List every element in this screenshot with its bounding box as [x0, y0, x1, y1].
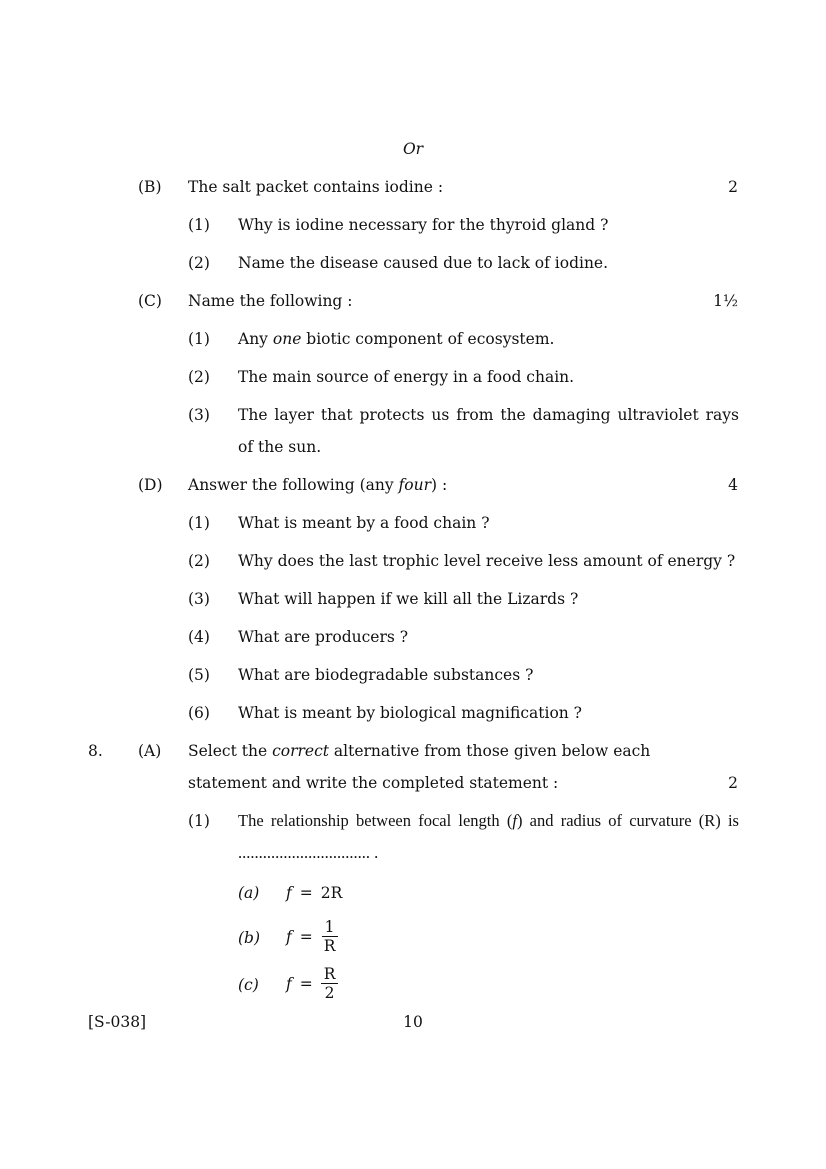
text-part: ) : [431, 476, 448, 494]
part-c-item-1-num: (1) [188, 330, 210, 348]
fraction-numerator: 1 [322, 918, 338, 937]
variable-f: f [286, 974, 292, 993]
text-part: Answer the following (any [188, 476, 399, 494]
text-part: biotic component of ecosystem. [301, 330, 555, 348]
option-a-equation [286, 883, 342, 903]
part-b-item-2-num: (2) [188, 254, 210, 272]
part-d-item-3-text: What will happen if we kill all the Lizards ? [238, 590, 579, 608]
emphasis-text: correct [272, 742, 329, 760]
part-c-item-3-num: (3) [188, 406, 210, 424]
part-c-marks: 1½ [713, 292, 738, 310]
variable-f: f [286, 927, 292, 946]
option-b-equation [286, 918, 338, 955]
part-d-item-1-num: (1) [188, 514, 210, 532]
part-d-item-1-text: What is meant by a food chain ? [238, 514, 490, 532]
text-part: Any [238, 330, 273, 348]
fraction [321, 918, 339, 955]
part-d-item-5-text: What are biodegradable substances ? [238, 666, 534, 684]
paper-code: [S-038] [88, 1013, 147, 1031]
variable-f: f [286, 884, 292, 902]
part-b-marks: 2 [728, 178, 738, 196]
part-b-item-2-text: Name the disease caused due to lack of iodine. [238, 254, 609, 272]
part-d-item-2-text: Why does the last trophic level receive less amount of energy ? [238, 552, 736, 570]
emphasis-text: one [272, 330, 302, 348]
part-d-item-5-num: (5) [188, 666, 210, 684]
part-b-item-1-text: Why is iodine necessary for the thyroid gland ? [238, 216, 609, 234]
emphasis-text: four [398, 476, 432, 494]
equals-sign: = [299, 974, 313, 993]
emphasis-text: f [512, 811, 517, 830]
part-c-question: Name the following : [188, 292, 353, 310]
part-d-item-4-num: (4) [188, 628, 210, 646]
part-d-item-6-num: (6) [188, 704, 210, 722]
part-d-item-2-num: (2) [188, 552, 210, 570]
part-c-item-3-text: The layer that protects us from the damaging ultraviolet rays of the sun. [238, 406, 739, 456]
option-c-label: (c) [238, 976, 259, 994]
part-d-marks: 4 [728, 476, 738, 494]
part-d-item-4-text: What are producers ? [238, 628, 409, 646]
part-c-item-2-text: The main source of energy in a food chain. [238, 368, 575, 386]
part-c-label: (C) [138, 292, 162, 310]
option-c-equation [286, 965, 338, 1002]
part-c-item-1-text [238, 329, 554, 349]
text-part: The relationship between focal length ( [238, 811, 513, 830]
page-number: 10 [403, 1013, 423, 1031]
part-d-question [188, 475, 447, 495]
part-c-item-2-num: (2) [188, 368, 210, 386]
question-8-label: (A) [138, 742, 162, 760]
or-separator: Or [402, 140, 424, 158]
fraction-denominator: R [323, 937, 336, 955]
question-8-item-1-text [238, 805, 739, 869]
option-a-label: (a) [238, 884, 260, 902]
fraction-numerator: R [321, 965, 339, 984]
question-8-number: 8. [88, 742, 103, 760]
part-d-item-6-text: What is meant by biological magnification ? [238, 704, 582, 722]
part-d-label: (D) [138, 476, 163, 494]
equals-sign: = [299, 927, 313, 946]
text-part: ) and radius of curvature (R) is ................................ . [238, 811, 739, 862]
equals-sign: = [299, 884, 313, 902]
question-8-marks: 2 [728, 774, 738, 792]
fraction-denominator: 2 [324, 984, 335, 1002]
option-b-label: (b) [238, 929, 261, 947]
question-8-text [188, 735, 668, 799]
part-b-label: (B) [138, 178, 162, 196]
part-b-item-1-num: (1) [188, 216, 210, 234]
question-8-item-1-num: (1) [188, 812, 210, 830]
part-d-item-3-num: (3) [188, 590, 210, 608]
fraction [321, 965, 339, 1002]
text-part: Select the [188, 742, 273, 760]
part-b-question: The salt packet contains iodine : [188, 178, 444, 196]
option-a-value: 2R [320, 884, 343, 902]
text-part: alternative from those given below each statement and write the completed statement : [188, 742, 651, 792]
